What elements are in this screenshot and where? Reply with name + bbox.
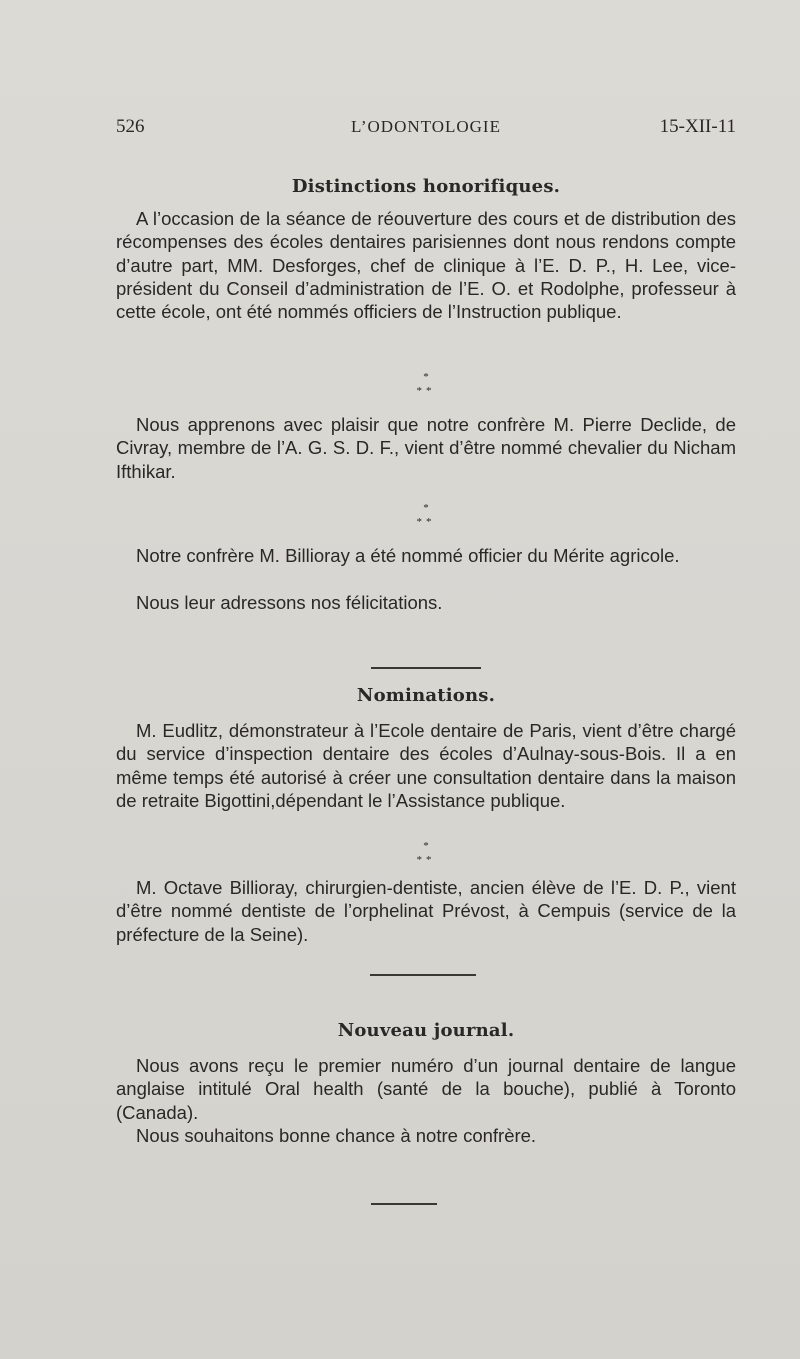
- journal-title: L’ODONTOLOGIE: [351, 117, 501, 136]
- heading-nouveau-journal: Nouveau journal.: [337, 1020, 515, 1041]
- asterism-divider: * **: [416, 840, 436, 866]
- paragraph-distinctions-4: Nous leur adressons nos félicitations.: [136, 592, 443, 613]
- paragraph-journal-2: Nous souhaitons bonne chance à notre confrère.: [136, 1125, 537, 1146]
- heading-distinctions: Distinctions honorifiques.: [291, 176, 561, 197]
- paragraph-journal-1: Nous avons reçu le premier numéro d’un journal dentaire de langue anglaise intitulé Oral health (santé de la bouche), publié à Toronto (Canada).: [116, 1055, 736, 1123]
- section-divider-rule: [371, 1203, 437, 1205]
- section-divider-rule: [371, 667, 481, 669]
- heading-nominations: Nominations.: [356, 685, 496, 706]
- paragraph-distinctions-2: Nous apprenons avec plaisir que notre confrère M. Pierre Declide, de Civray, membre de l’A. G. S. D. F., vient d’être nommé chevalier du Nicham Ifthikar.: [116, 414, 736, 482]
- paragraph-distinctions-1: A l’occasion de la séance de réouverture des cours et de distribution des récompenses des écoles dentaires parisiennes dont nous rendons compte d’autre part, MM. Desforges, chef de clinique à l’E. D. P., H. Lee, vice-président du Conseil d’administration de l’E. O. et Rodolphe, professeur à cette école, ont été nommés officiers de l’Instruction publique.: [116, 208, 736, 323]
- section-divider-rule: [370, 974, 476, 976]
- asterism-divider: * **: [416, 371, 436, 397]
- running-header: [116, 116, 736, 144]
- issue-date: 15-XII-11: [659, 116, 736, 137]
- paragraph-distinctions-3: Notre confrère M. Billioray a été nommé officier du Mérite agricole.: [136, 545, 680, 566]
- paragraph-nominations-2: M. Octave Billioray, chirurgien-dentiste, ancien élève de l’E. D. P., vient d’être nommé dentiste de l’orphelinat Prévost, à Cempuis (service de la préfecture de la Seine).: [116, 877, 736, 945]
- paragraph-nominations-1: M. Eudlitz, démonstrateur à l’Ecole dentaire de Paris, vient d’être chargé du service d’inspection dentaire des écoles d’Aulnay-sous-Bois. Il a en même temps été autorisé à créer une consultation dentaire dans la maison de retraite Bigottini,dépendant le l’Assistance publique.: [116, 720, 736, 811]
- page-number: 526: [116, 116, 145, 137]
- asterism-divider: * **: [416, 502, 436, 528]
